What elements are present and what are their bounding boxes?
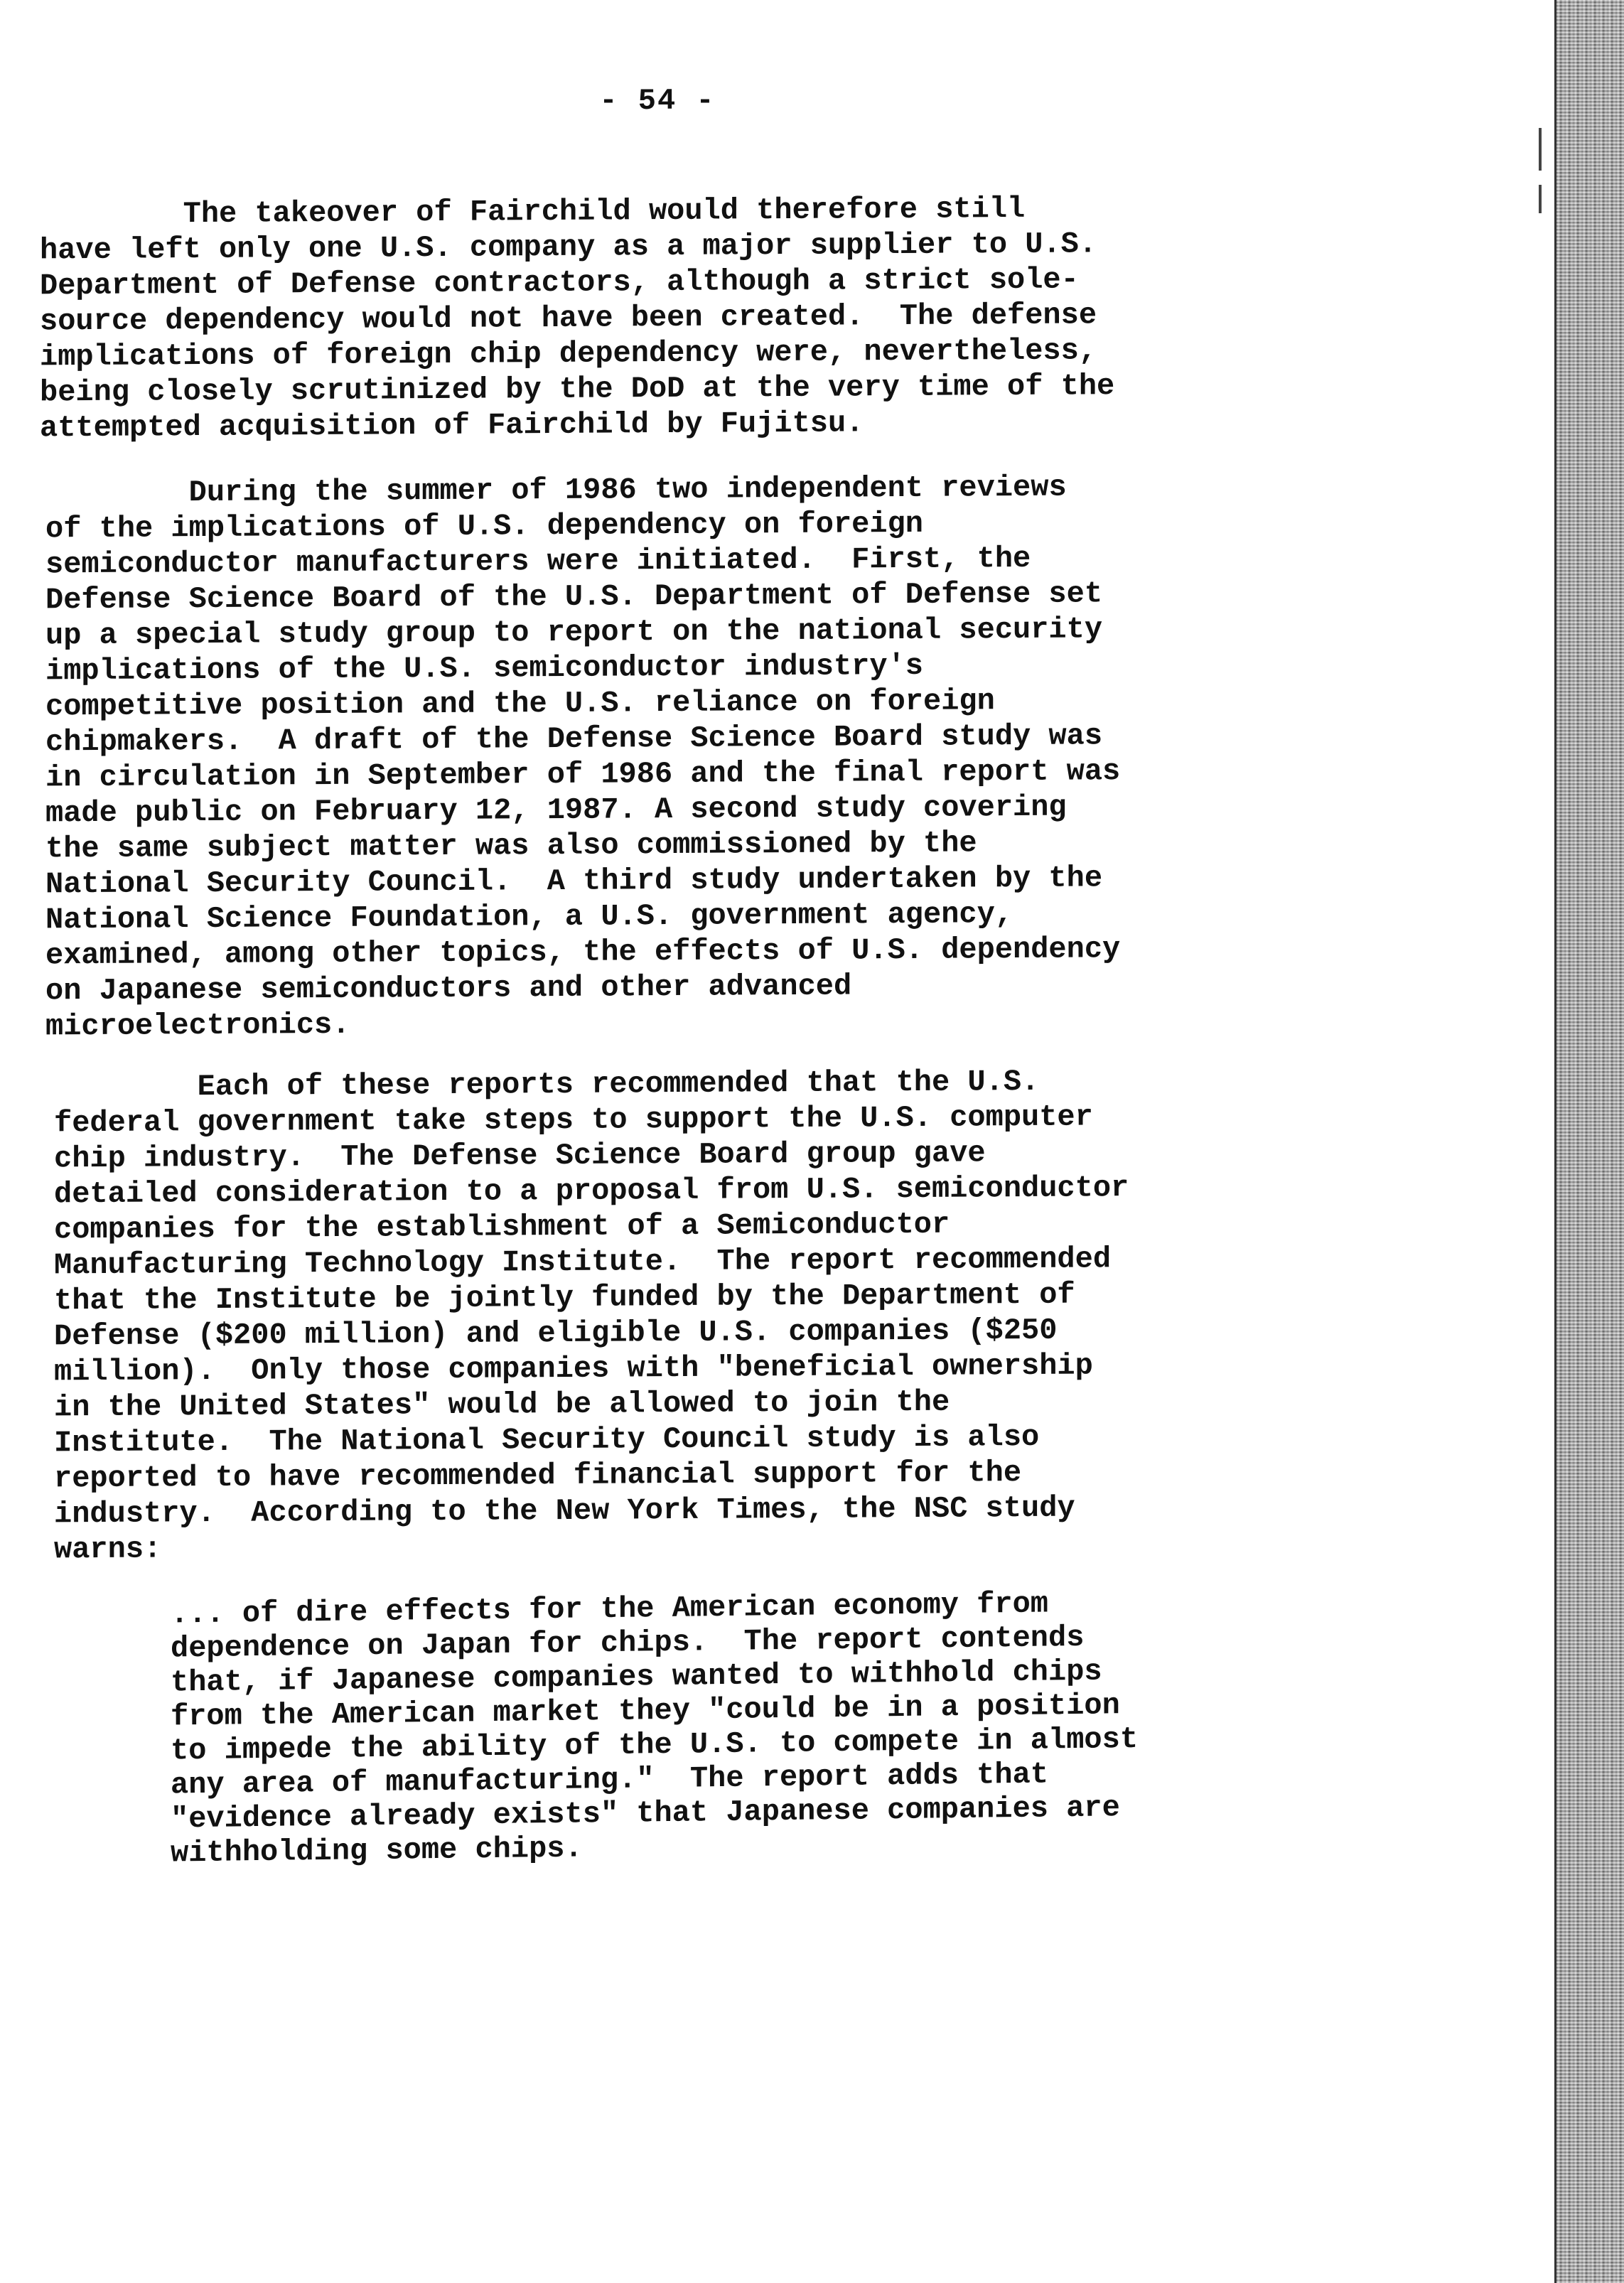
- page-number: - 54 -: [599, 84, 716, 118]
- scanned-page-edge: [1554, 0, 1624, 2283]
- scan-artifact-mark: [1539, 185, 1542, 213]
- paragraph-fairchild-takeover: The takeover of Fairchild would therefore still have left only one U.S. company as a major supplier to U.S. Department of Defense contractors, although a strict sole- source dependency would not have been created. The defense implications of foreign chip dependency were, nevertheless, being closely scrutinized by the DoD at the very time of the attempted acquisition of Fairchild by Fujitsu.: [40, 191, 1115, 446]
- paragraph-1986-reviews: During the summer of 1986 two independent reviews of the implications of U.S. dependency on foreign semiconductor manufacturers were initiated. First, the Defense Science Board of the U.S. Department of Defense set up a special study group to report on the national security implications of the U.S. semiconductor industry's competitive position and the U.S. reliance on foreign chipmakers. A draft of the Defense Science Board study was in circulation in September of 1986 and the final report was made public on February 12, 1987. A second study covering the same subject matter was also commissioned by the National Security Council. A third study undertaken by the National Science Foundation, a U.S. government agency, examined, among other topics, the effects of U.S. dependency on Japanese semiconductors and other advanced microelectronics.: [45, 470, 1121, 1044]
- paragraph-report-recommendations: Each of these reports recommended that the U.S. federal government take steps to support the U.S. computer chip industry. The Defense Science Board group gave detailed consideration to a proposal from U.S. semiconductor companies for the establishment of a Semiconductor Manufacturing Technology Institute. The report recommended that the Institute be jointly funded by the Department of Defense ($200 million) and eligible U.S. companies ($250 million). Only those companies with "beneficial ownership in the United States" would be allowed to join the Institute. The National Security Council study is also reported to have recommended financial support for the industry. According to the New York Times, the NSC study warns:: [54, 1064, 1129, 1567]
- scan-artifact-mark: [1539, 128, 1542, 171]
- nsc-study-quotation: ... of dire effects for the American economy from dependence on Japan for chips. The report contends that, if Japanese companies wanted to withhold chips from the American market they "could be in a position to impede the ability of the U.S. to compete in almost any area of manufacturing." The report adds that "evidence already exists" that Japanese companies are withholding some chips.: [171, 1586, 1139, 1871]
